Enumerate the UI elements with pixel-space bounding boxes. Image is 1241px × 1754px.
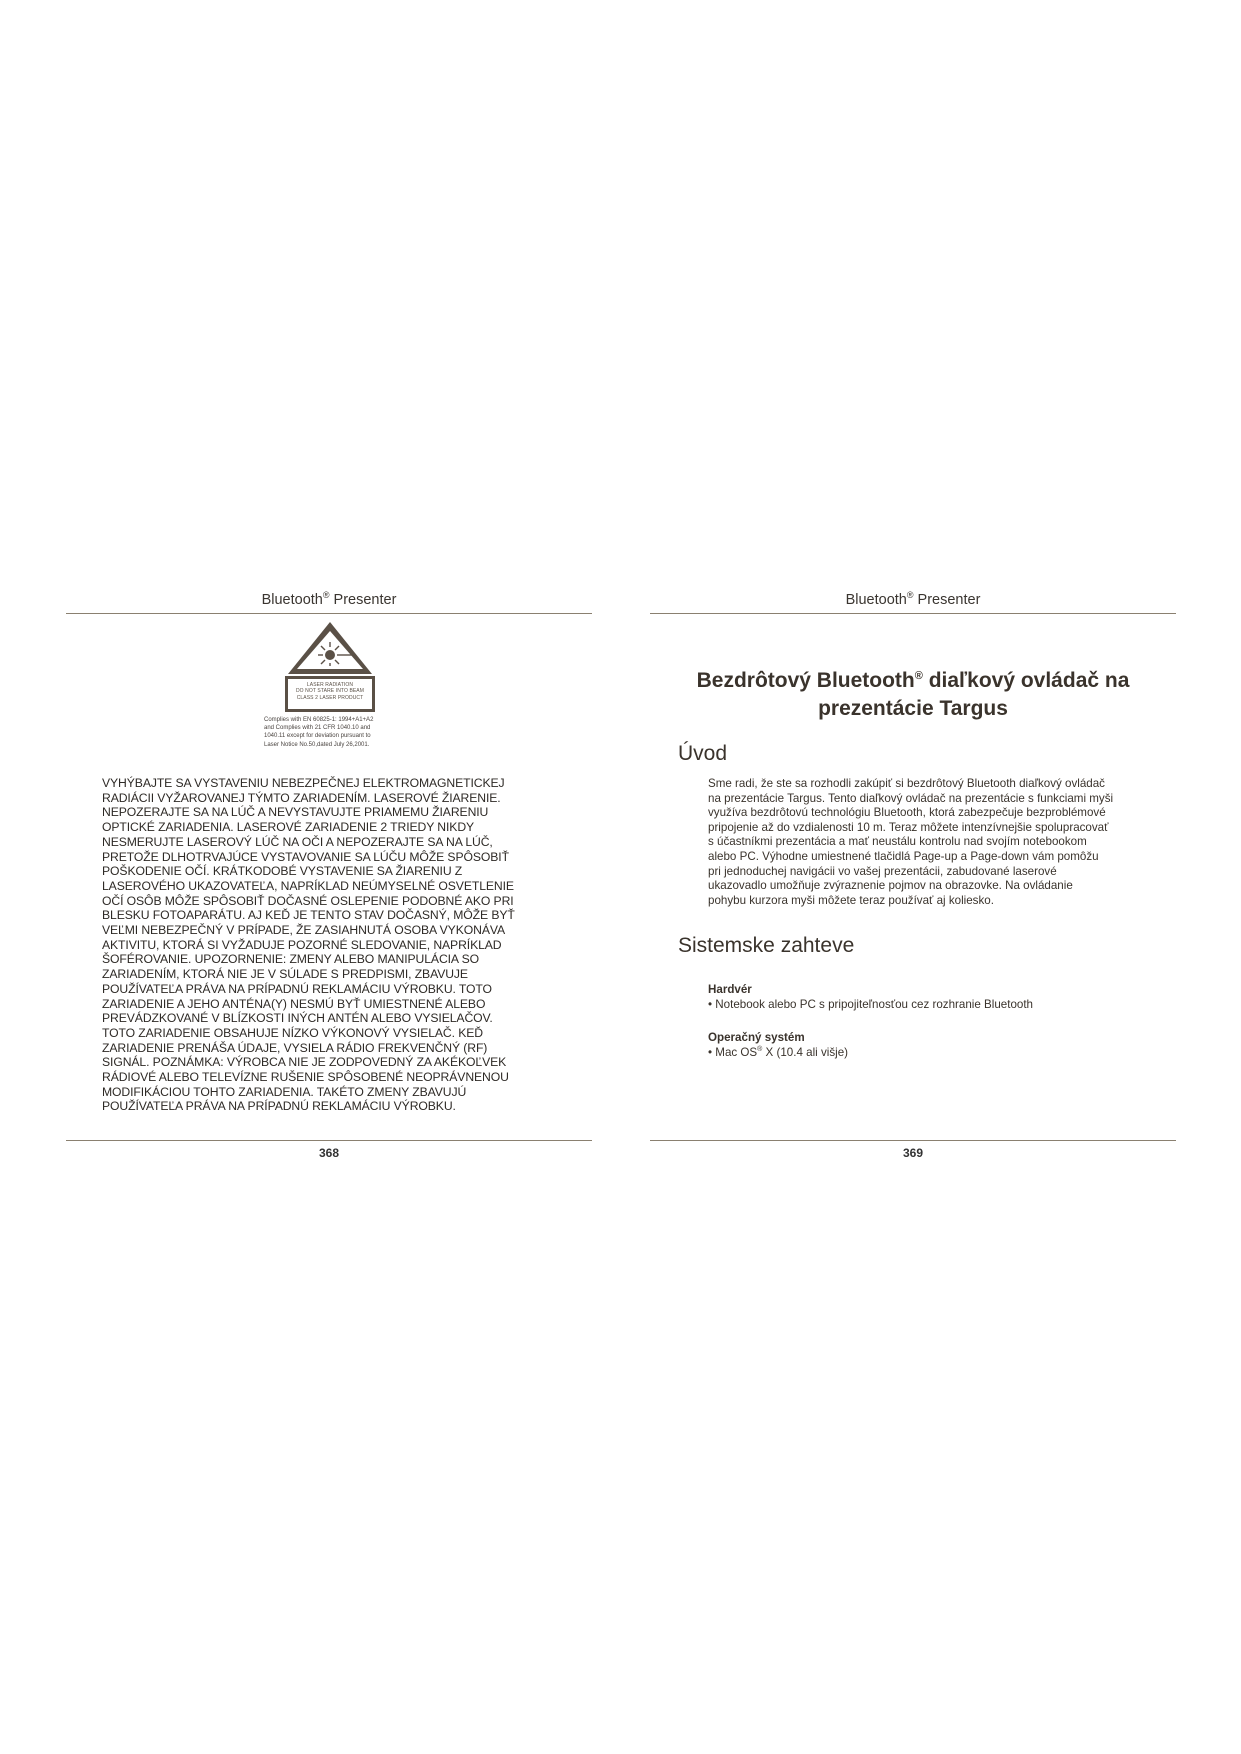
running-head-text: Bluetooth xyxy=(261,591,323,608)
warning-line: NESMERUJTE LASEROVÝ LÚČ NA OČI A NEPOZERAJTE SA NA LÚČ, xyxy=(102,834,493,849)
footer-rule xyxy=(650,1140,1176,1141)
intro-line: pohybu kurzora myši môžete teraz používať aj koliesko. xyxy=(708,893,994,907)
section-heading-system-requirements: Sistemske zahteve xyxy=(678,934,855,957)
warning-line: POUŽÍVATEĽA PRÁVA NA PRÍPADNÚ REKLAMÁCIU VÝROBKU. xyxy=(102,1099,456,1114)
registered-mark: ® xyxy=(322,590,330,600)
intro-line: ukazovadlo umožňuje zvýraznenie pojmov na obrazovke. Na ovládanie xyxy=(708,879,1073,893)
os-label: Operačný systém xyxy=(708,1031,805,1044)
warning-line: RADIÁCII VYŽAROVANEJ TÝMTO ZARIADENÍM. LASEROVÉ ŽIARENIE. xyxy=(102,790,501,805)
page-number: 368 xyxy=(318,1146,340,1160)
warning-line: PRETOŽE DLHOTRVAJÚCE VYSTAVOVANIE SA LÚČU MÔŽE SPÔSOBIŤ xyxy=(102,849,509,864)
laser-label-line: LASER RADIATION xyxy=(306,682,354,688)
page-number: 369 xyxy=(902,1146,924,1160)
intro-line: Sme radi, že ste sa rozhodli zakúpiť si bezdrôtový Bluetooth diaľkový ovládač xyxy=(708,777,1105,790)
hardware-label: Hardvér xyxy=(708,983,752,996)
os-item-text: • Mac OS xyxy=(708,1046,758,1059)
warning-line: AKTIVITU, KTORÁ SI VYŽADUJE POZORNÉ SLEDOVANIE, NAPRÍKLAD xyxy=(102,937,502,952)
intro-line: alebo PC. Výhodne umiestnené tlačidlá Page-up a Page-down vám pomôžu xyxy=(708,849,1099,863)
intro-paragraph xyxy=(708,777,1180,908)
section-heading-uvod: Úvod xyxy=(678,742,728,765)
title-text: diaľkový ovládač na xyxy=(922,669,1130,692)
left-page xyxy=(66,590,592,1170)
warning-line: RÁDIOVÉ ALEBO TELEVÍZNE RUŠENIE SPÔSOBENÉ NEOPRÁVNENOU xyxy=(102,1070,509,1085)
warning-line: POUŽÍVATEĽA PRÁVA NA PRÍPADNÚ REKLAMÁCIU VÝROBKU. TOTO xyxy=(102,981,492,996)
right-page xyxy=(650,590,1176,1170)
warning-line: ZARIADENÍM, KTORÁ NIE JE V SÚLADE S PREDPISMI, ZBAVUJE xyxy=(102,967,468,982)
intro-line: pripojenie až do vzdialenosti 10 m. Teraz môžete intenzívnejšie spolupracovať xyxy=(708,820,1109,834)
title-line-2: prezentácie Targus xyxy=(818,697,1008,720)
intro-line: s účastníkmi prezentácia a mať neustálu kontrolu nad svojím notebookom xyxy=(708,835,1087,849)
running-head xyxy=(66,590,592,608)
laser-hazard-icon xyxy=(284,620,376,676)
compliance-line: Laser Notice No.50,dated July 26,2001. xyxy=(264,741,370,748)
warning-line: SIGNÁL. POZNÁMKA: VÝROBCA NIE JE ZODPOVEDNÝ ZA AKÉKOĽVEK xyxy=(102,1055,507,1070)
warning-line: BLESKU FOTOAPARÁTU. AJ KEĎ JE TENTO STAV DOČASNÝ, MÔŽE BYŤ xyxy=(102,908,515,923)
footer-rule xyxy=(66,1140,592,1141)
compliance-line: and Complies with 21 CFR 1040.10 and xyxy=(264,725,371,732)
warning-line: POŠKODENIE OČÍ. KRÁTKODOBÉ VYSTAVENIE SA ŽIARENIU Z xyxy=(102,864,463,879)
document-title xyxy=(650,662,1176,723)
warning-line: MODIFIKÁCIOU TOHTO ZARIADENIA. TAKÉTO ZMENY ZBAVUJÚ xyxy=(102,1084,467,1099)
compliance-line: Complies with EN 60825-1: 1994+A1+A2 xyxy=(264,717,374,723)
running-head-rest: Presenter xyxy=(913,591,981,608)
warning-line: PREVÁDZKOVANÉ V BLÍZKOSTI INÝCH ANTÉN ALEBO VYSIELAČOV. xyxy=(102,1011,493,1026)
registered-mark: ® xyxy=(757,1046,763,1054)
registered-mark: ® xyxy=(906,590,914,600)
intro-line: pri jednoduchej navigácii vo vašej prezentácii, zabudované laserové xyxy=(708,864,1057,878)
warning-line: LASEROVÉHO UKAZOVATEĽA, NAPRÍKLAD NEÚMYSELNÉ OSVETLENIE xyxy=(102,878,514,893)
running-head-rest: Presenter xyxy=(329,591,397,608)
laser-label-line: CLASS 2 LASER PRODUCT xyxy=(296,694,364,701)
title-text: Bezdrôtový Bluetooth xyxy=(696,669,915,692)
intro-line: využíva bezdrôtovú technológiu Bluetooth, ktorá zabezpečuje bezproblémové xyxy=(708,806,1106,820)
laser-label-box xyxy=(285,676,375,712)
os-item-text: X (10.4 ali višje) xyxy=(762,1046,849,1059)
warning-line: OČÍ OSÔB MÔŽE SPÔSOBIŤ DOČASNÉ OSLEPENIE PODOBNÉ AKO PRI xyxy=(102,893,514,908)
warning-line: TOTO ZARIADENIE OBSAHUJE NÍZKO VÝKONOVÝ VYSIELAČ. KEĎ xyxy=(102,1025,483,1040)
laser-warning-label xyxy=(256,620,436,755)
compliance-line: 1040.11 except for deviation pursuant to xyxy=(264,733,371,740)
warning-line: VYHÝBAJTE SA VYSTAVENIU NEBEZPEČNEJ ELEKTROMAGNETICKEJ xyxy=(102,776,505,790)
hardware-item: • Notebook alebo PC s pripojiteľnosťou cez rozhranie Bluetooth xyxy=(708,998,1034,1011)
warning-line: ŠOFÉROVANIE. UPOZORNENIE: ZMENY ALEBO MANIPULÁCIA SO xyxy=(102,952,479,967)
warning-line: NEPOZERAJTE SA NA LÚČ A NEVYSTAVUJTE PRIAMEMU ŽIARENIU xyxy=(102,805,489,820)
running-head-text: Bluetooth xyxy=(845,591,907,608)
header-rule xyxy=(650,613,1176,614)
laser-label-line: DO NOT STARE INTO BEAM xyxy=(295,688,365,695)
warning-line: VEĽMI NEBEZPEČNÝ V PRÍPADE, ŽE ZASIAHNUTÁ OSOBA VYKONÁVA xyxy=(102,923,506,938)
warning-line: ZARIADENIE A JEHO ANTÉNA(Y) NESMÚ BYŤ UMIESTNENÉ ALEBO xyxy=(102,996,486,1011)
intro-line: na prezentácie Targus. Tento diaľkový ovládač na prezentácie s funkciami myši xyxy=(708,791,1114,805)
warning-line: ZARIADENIE PRENÁŠA ÚDAJE, VYSIELA RÁDIO FREKVENČNÝ (RF) xyxy=(102,1040,488,1055)
os-item xyxy=(708,1046,848,1059)
header-rule xyxy=(66,613,592,614)
compliance-text xyxy=(256,716,414,749)
warning-line: OPTICKÉ ZARIADENIA. LASEROVÉ ZARIADENIE 2 TRIEDY NIKDY xyxy=(102,820,475,835)
registered-mark: ® xyxy=(914,670,923,682)
running-head xyxy=(650,590,1176,608)
laser-safety-warning xyxy=(102,776,548,1114)
